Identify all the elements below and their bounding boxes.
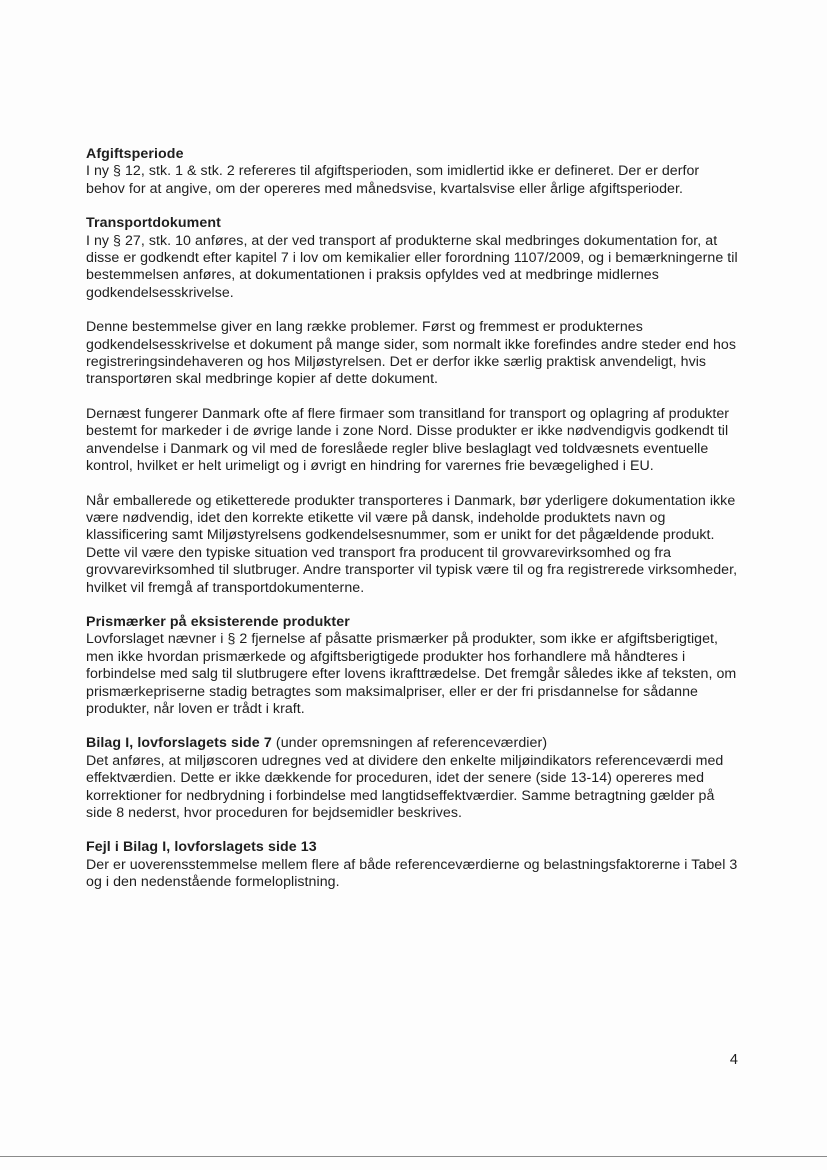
section-heading: Prismærker på eksisterende produkter xyxy=(86,613,350,630)
section-afgiftsperiode xyxy=(86,146,738,198)
paragraph: Lovforslaget nævner i § 2 fjernelse af påsatte prismærker på produkter, som ikke er afgiftsberigtiget, men ikke hvordan prismærkede og afgiftsberigtigede produkter hos forhandlere må håndteres i forbindelse med salg til slutbrugere efter lovens ikrafttrædelse. Det fremgår således ikke af teksten, om prismærkepriserne stadig betragtes som maksimalpriser, eller er der fri prisdannelse for sådanne produkter, når loven er trådt i kraft. xyxy=(86,631,737,717)
paragraph: Der er uoverensstemmelse mellem flere af både referenceværdierne og belastningsfaktorerne i Tabel 3 og i den nedenstående formeloplistning. xyxy=(86,856,738,891)
section-bilag-side-7 xyxy=(86,735,738,822)
section-heading: Afgiftsperiode xyxy=(86,146,184,162)
bottom-rule xyxy=(0,1156,827,1157)
paragraph: I ny § 27, stk. 10 anføres, at der ved transport af produkterne skal medbringes dokumentation for, at disse er godkendt efter kapitel 7 i lov om kemikalier eller forordning 1107/2009, og i bemærkningerne til bestemmelsen anføres, at dokumentationen i praksis opfyldes ved at medbringe midlernes godkendelsesskrivelse. xyxy=(86,232,738,301)
section-heading-bold: Bilag I, lovforslagets side 7 xyxy=(86,735,272,752)
section-transportdokument xyxy=(86,215,738,302)
paragraph: Denne bestemmelse giver en lang række problemer. Først og fremmest er produkternes godkendelsesskrivelse et dokument på mange sider, som normalt ikke forefindes andre steder end hos registreringsindehaveren og hos Miljøstyrelsen. Det er derfor ikke særlig praktisk anvendeligt, hvis transportøren skal medbringe kopier af dette dokument. xyxy=(86,319,736,388)
section-heading: Fejl i Bilag I, lovforslagets side 13 xyxy=(86,839,317,856)
section-heading xyxy=(86,735,738,752)
paragraph: Det anføres, at miljøscoren udregnes ved at dividere den enkelte miljøindikators referenceværdi med effektværdien. Dette er ikke dækkende for proceduren, idet der senere (side 13-14) opereres med korrektioner for nedbrydning i forbindelse med langtidseffektværdier. Samme betragtning gælder på side 8 nederst, hvor proceduren for bejdsemidler beskrives. xyxy=(86,752,724,821)
document-page xyxy=(86,146,738,909)
page-number: 4 xyxy=(729,1052,738,1068)
section-prismaerker xyxy=(86,614,738,718)
paragraph: Dernæst fungerer Danmark ofte af flere firmaer som transitland for transport og oplagring af produkter bestemt for markeder i de øvrige lande i zone Nord. Disse produkter er ikke nødvendigvis godkendt til anvendelse i Danmark og vil med de foreslåede regler blive beslaglagt ved toldvæsnets eventuelle kontrol, hvilket er helt urimeligt og i øvrigt en hindring for varernes frie bevægelighed i EU. xyxy=(86,405,730,475)
section-heading: Transportdokument xyxy=(86,215,221,232)
section-bilag-side-13 xyxy=(86,839,738,891)
paragraph: I ny § 12, stk. 1 & stk. 2 refereres til afgiftsperioden, som imidlertid ikke er defineret. Der er derfor behov for at angive, om der opereres med månedsvise, kvartalsvise eller årlige afgiftsperioder. xyxy=(86,163,700,197)
paragraph: Når emballerede og etiketterede produkter transporteres i Danmark, bør yderligere dokumentation ikke være nødvendig, idet den korrekte etikette vil være på dansk, indeholde produktets navn og klassificering samt Miljøstyrelsens godkendelsesnummer, som er unikt for det pågældende produkt. Dette vil være den typiske situation ved transport fra producent til grovvarevirksomhed og fra grovvarevirksomhed til slutbruger. Andre transporter vil typisk være til og fra registrerede virksomheder, hvilket vil fremgå af transportdokumenterne. xyxy=(86,492,738,596)
section-heading-suffix: (under opremsningen af referenceværdier) xyxy=(271,735,548,752)
